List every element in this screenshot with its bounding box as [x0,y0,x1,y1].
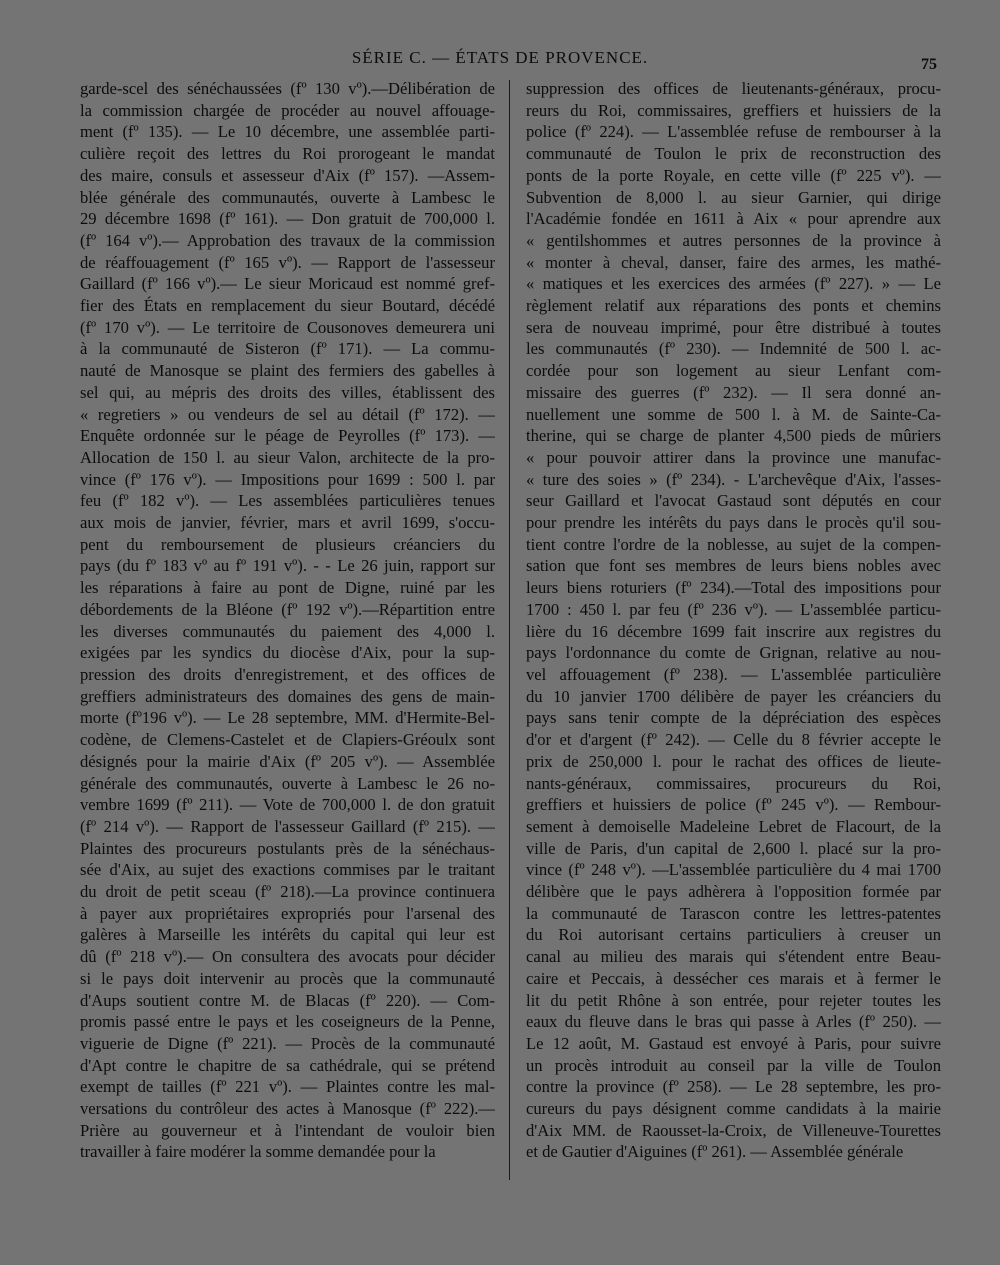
text-line: désignés pour la mairie d'Aix (fº 205 vº). — Assemblée [80,751,495,771]
text-line: et de Gautier d'Aiguines (fº 261). — Assemblée générale [526,1142,904,1162]
text-line: les réparations à faire au pont de Digne, ruiné par les [80,578,495,598]
text-line: eaux du fleuve dans le bras qui passe à Arles (fº 250). — [526,1012,941,1032]
text-line: sel qui, au mépris des droits des villes, établissent des [80,382,495,402]
text-line: du 10 janvier 1700 délibère de payer les créanciers du [526,686,941,706]
text-line: pent du remboursement de plusieurs créanciers du [80,534,495,554]
text-line: exigées par les syndics du diocèse d'Aix, pour la sup- [80,643,495,663]
text-line: Allocation de 150 l. au sieur Valon, architecte de la pro- [80,447,495,467]
text-line: débordements de la Bléone (fº 192 vº).—Répartition entre [80,599,495,619]
text-line: les communautés (fº 230). — Indemnité de 500 l. ac- [526,339,941,359]
text-line: communauté de Toulon le prix de reconstruction des [526,144,941,164]
text-line: blée générale des communautés, ouverte à Lambesc le [80,187,495,207]
text-line: générale des communautés, ouverte à Lambesc le 26 no- [80,773,495,793]
text-line: (fº 170 vº). — Le territoire de Cousonoves demeurera uni [80,317,495,337]
text-line: aux mois de janvier, février, mars et avril 1699, s'occu- [80,513,495,533]
text-line: délibère que le pays adhèrera à l'opposition formée par [526,882,941,902]
text-line: contre la province (fº 258). — Le 28 septembre, les pro- [526,1077,941,1097]
text-line: missaire des guerres (fº 232). — Il sera donné an- [526,382,941,402]
text-line: « gentilshommes et autres personnes de la province à [526,230,941,250]
text-line: sée d'Aix, au sujet des exactions commises par le traitant [80,860,495,880]
page-number: 75 [921,56,937,73]
text-line: canal au milieu des marais qui s'étendent entre Beau- [526,947,941,967]
text-line: « pour pouvoir attirer dans la province une manufac- [526,447,941,467]
text-line: exempt de tailles (fº 221 vº). — Plaintes contre les mal- [80,1077,495,1097]
text-line: (fº 164 vº).— Approbation des travaux de la commission [80,230,495,250]
text-line: Prière au gouverneur et à l'intendant de vouloir bien [80,1120,495,1140]
text-line: « matiques et les exercices des armées (fº 227). » — Le [526,274,941,294]
text-line: viguerie de Digne (fº 221). — Procès de la communauté [80,1033,495,1053]
text-line: tient contre l'ordre de la noblesse, au sujet de la compen- [526,534,941,554]
text-line: de réaffouagement (fº 165 vº). — Rapport de l'assesseur [80,252,495,272]
text-line: greffiers administrateurs des domaines des gens de main- [80,686,495,706]
text-line: la communauté de Tarascon contre les lettres-patentes [526,903,941,923]
text-line: versations du contrôleur des actes à Manosque (fº 222).— [80,1099,495,1119]
text-line: « ture des soies » (fº 234). - L'archevêque d'Aix, l'asses- [526,469,941,489]
text-line: lière du 16 décembre 1699 fait inscrire aux registres du [526,621,941,641]
text-line: Plaintes des procureurs postulants près de la sénéchaus- [80,838,495,858]
text-line: caire et Peccais, à dessécher ces marais et à fermer le [526,968,941,988]
text-line: pays (du fº 183 vº au fº 191 vº). - - Le 26 juin, rapport sur [80,556,495,576]
text-line: ville de Paris, d'un capital de 2,600 l. placé sur la pro- [526,838,941,858]
text-line: un procès introduit au conseil par la ville de Toulon [526,1055,941,1075]
text-line: vince (fº 176 vº). — Impositions pour 1699 : 500 l. par [80,469,495,489]
text-line: Le 12 août, M. Gastaud est envoyé à Paris, pour suivre [526,1033,941,1053]
text-line: sement à demoiselle Madeleine Lebret de Flacourt, de la [526,816,941,836]
text-line: promis passé entre le pays et les coseigneurs de la Penne, [80,1012,495,1032]
text-line: si le pays doit intervenir au procès que la communauté [80,968,495,988]
left-text-column [80,78,495,1163]
text-line: (fº 214 vº). — Rapport de l'assesseur Gaillard (fº 215). — [80,816,495,836]
text-line: Enquête ordonnée sur le péage de Peyrolles (fº 173). — [80,426,495,446]
text-line: fier des États en remplacement du sieur Boutard, décédé [80,296,495,316]
text-line: therine, qui se charge de planter 4,500 pieds de mûriers [526,426,941,446]
text-line: nuellement une somme de 500 l. à M. de Sainte-Ca- [526,404,941,424]
text-line: ment (fº 135). — Le 10 décembre, une assemblée parti- [80,122,495,142]
text-line: pression des droits d'enregistrement, et des offices de [80,664,495,684]
text-line: vince (fº 248 vº). —L'assemblée particulière du 4 mai 1700 [526,860,941,880]
text-line: pays sans tenir compte de la dépréciation des espèces [526,708,941,728]
text-line: 29 décembre 1698 (fº 161). — Don gratuit de 700,000 l. [80,209,495,229]
text-line: nauté de Manosque se plaint des fermiers des gabelles à [80,361,495,381]
text-line: d'Apt contre le chapitre de sa cathédrale, qui se prétend [80,1055,495,1075]
column-divider [509,80,510,1180]
text-line: sera de nouveau imprimé, pour être distribué à toutes [526,317,941,337]
text-line: « regretiers » ou vendeurs de sel au détail (fº 172). — [80,404,495,424]
text-line: d'Aups soutient contre M. de Blacas (fº 220). — Com- [80,990,495,1010]
text-line: culière reçoit des lettres du Roi prorogeant le mandat [80,144,495,164]
text-line: l'Académie fondée en 1611 à Aix « pour aprendre aux [526,209,941,229]
text-line: vel affouagement (fº 238). — L'assemblée particulière [526,664,941,684]
text-line: sation que font ses membres de leurs biens nobles avec [526,556,941,576]
text-line: la commission chargée de procéder au nouvel affouage- [80,100,495,120]
text-line: d'or et d'argent (fº 242). — Celle du 8 février accepte le [526,730,941,750]
text-line: pour prendre les intérêts du pays dans le procès qu'il sou- [526,513,941,533]
text-line: vembre 1699 (fº 211). — Vote de 700,000 l. de don gratuit [80,795,495,815]
text-line: « monter à cheval, danser, faire des armes, les mathé- [526,252,941,272]
text-line: suppression des offices de lieutenants-généraux, procu- [526,79,941,98]
text-line: galères à Marseille les intérêts du capital qui leur est [80,925,495,945]
text-line: greffiers et huissiers de police (fº 245 vº). — Rembour- [526,795,941,815]
text-line: police (fº 224). — L'assemblée refuse de rembourser à la [526,122,941,142]
text-line: lit du petit Rhône à son entrée, pour rejeter toutes les [526,990,941,1010]
text-line: cordée pour son logement au sieur Lenfant com- [526,361,941,381]
text-line: pays l'ordonnance du comte de Grignan, relative au nou- [526,643,941,663]
text-line: règlement relatif aux réparations des ponts et chemins [526,296,941,316]
text-line: morte (fº196 vº). — Le 28 septembre, MM. d'Hermite-Bel- [80,708,495,728]
text-line: dû (fº 218 vº).— On consultera des avocats pour décider [80,947,495,967]
text-line: 1700 : 450 l. par feu (fº 236 vº). — L'assemblée particu- [526,599,941,619]
text-line: reurs du Roi, commissaires, greffiers et huissiers de la [526,100,941,120]
text-line: à payer aux propriétaires expropriés pour l'arsenal des [80,903,495,923]
text-line: Gaillard (fº 166 vº).— Le sieur Moricaud est nommé gref- [80,274,495,294]
running-title: SÉRIE C. — ÉTATS DE PROVENCE. [351,48,649,67]
text-line: garde-scel des sénéchaussées (fº 130 vº).—Délibération de [80,79,495,98]
text-line: du Roi autorisant certains particuliers à creuser un [526,925,941,945]
text-line: Subvention de 8,000 l. au sieur Garnier, qui dirige [526,187,941,207]
right-text-column [526,78,941,1163]
text-line: feu (fº 182 vº). — Les assemblées particulières tenues [80,491,495,511]
text-line: travailler à faire modérer la somme demandée pour la [80,1142,436,1162]
text-line: codène, de Clemens-Castelet et de Clapiers-Gréoulx sont [80,730,495,750]
text-line: du droit de petit sceau (fº 218).—La province continuera [80,882,495,902]
text-line: ponts de la porte Royale, en cette ville (fº 225 vº). — [526,165,941,185]
text-line: d'Aix MM. de Raousset-la-Croix, de Villeneuve-Tourettes [526,1120,941,1140]
text-line: seur Gaillard et l'avocat Gastaud sont députés en cour [526,491,941,511]
text-line: leurs biens roturiers (fº 234).—Total des impositions pour [526,578,941,598]
text-line: à la communauté de Sisteron (fº 171). — La commu- [80,339,495,359]
text-line: les diverses communautés du paiement des 4,000 l. [80,621,495,641]
page-header [0,48,1000,78]
text-line: cureurs du pays désignent comme candidats à la mairie [526,1099,941,1119]
text-line: des maire, consuls et assesseur d'Aix (fº 157). —Assem- [80,165,495,185]
text-line: nants-généraux, commissaires, procureurs du Roi, [526,773,941,793]
text-line: prix de 250,000 l. pour le rachat des offices de lieute- [526,751,941,771]
